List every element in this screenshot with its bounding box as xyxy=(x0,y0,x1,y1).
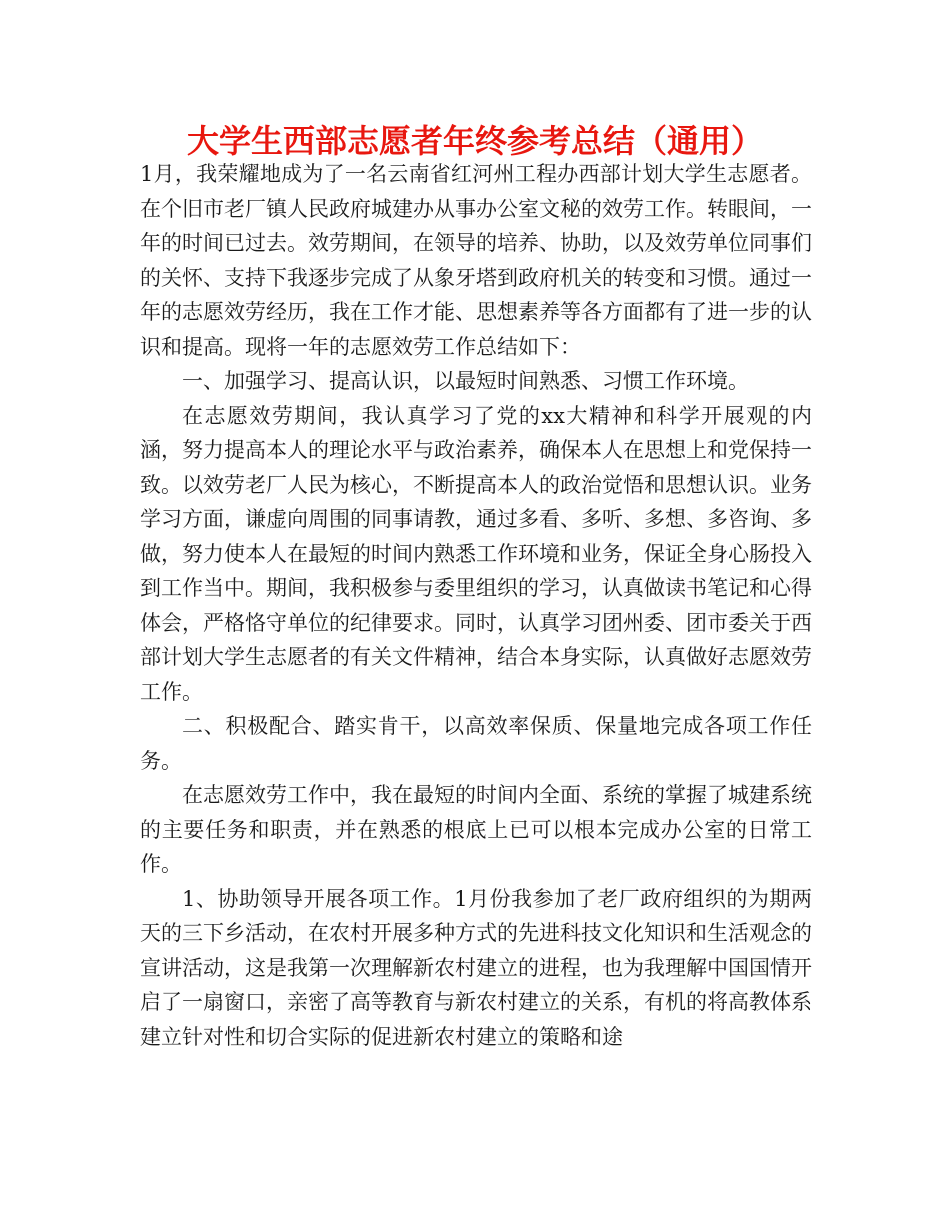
section-heading-2: 二、积极配合、踏实肯干，以高效率保质、保量地完成各项工作任务。 xyxy=(140,714,812,773)
body-paragraph-assist: 1、协助领导开展各项工作。1月份我参加了老厂政府组织的为期两天的三下乡活动，在农村开展多种方式的先进科技文化知识和生活观念的宣讲活动，这是我第一次理解新农村建立的进程，也为我理解中国国情开启了一扇窗口，亲密了高等教育与新农村建立的关系，有机的将高教体系建立针对性和切合实际的促进新农村建立的策略和途 xyxy=(140,886,812,1049)
document-body xyxy=(140,157,812,1054)
section-heading-1: 一、加强学习、提高认识，以最短时间熟悉、习惯工作环境。 xyxy=(182,369,749,393)
document-title: 大学生西部志愿者年终参考总结（通用） xyxy=(186,122,763,160)
body-paragraph-study: 在志愿效劳期间，我认真学习了党的xx大精神和科学开展观的内涵，努力提高本人的理论水平与政治素养，确保本人在思想上和党保持一致。以效劳老厂人民为核心，不断提高本人的政治觉悟和思想认识。业务学习方面，谦虚向周围的同事请教，通过多看、多听、多想、多咨询、多做，努力使本人在最短的时间内熟悉工作环境和业务，保证全身心肠投入到工作当中。期间，我积极参与委里组织的学习，认真做读书笔记和心得体会，严格恪守单位的纪律要求。同时，认真学习团州委、团市委关于西部计划大学生志愿者的有关文件精神，结合本身实际，认真做好志愿效劳工作。 xyxy=(140,403,812,704)
body-paragraph-duties: 在志愿效劳工作中，我在最短的时间内全面、系统的掌握了城建系统的主要任务和职责，并在熟悉的根底上已可以根本完成办公室的日常工作。 xyxy=(140,783,812,876)
body-paragraph-intro: 1月，我荣耀地成为了一名云南省红河州工程办西部计划大学生志愿者。在个旧市老厂镇人民政府城建办从事办公室文秘的效劳工作。转眼间，一年的时间已过去。效劳期间，在领导的培养、协助，以及效劳单位同事们的关怀、支持下我逐步完成了从象牙塔到政府机关的转变和习惯。通过一年的志愿效劳经历，我在工作才能、思想素养等各方面都有了进一步的认识和提高。现将一年的志愿效劳工作总结如下： xyxy=(140,162,812,359)
